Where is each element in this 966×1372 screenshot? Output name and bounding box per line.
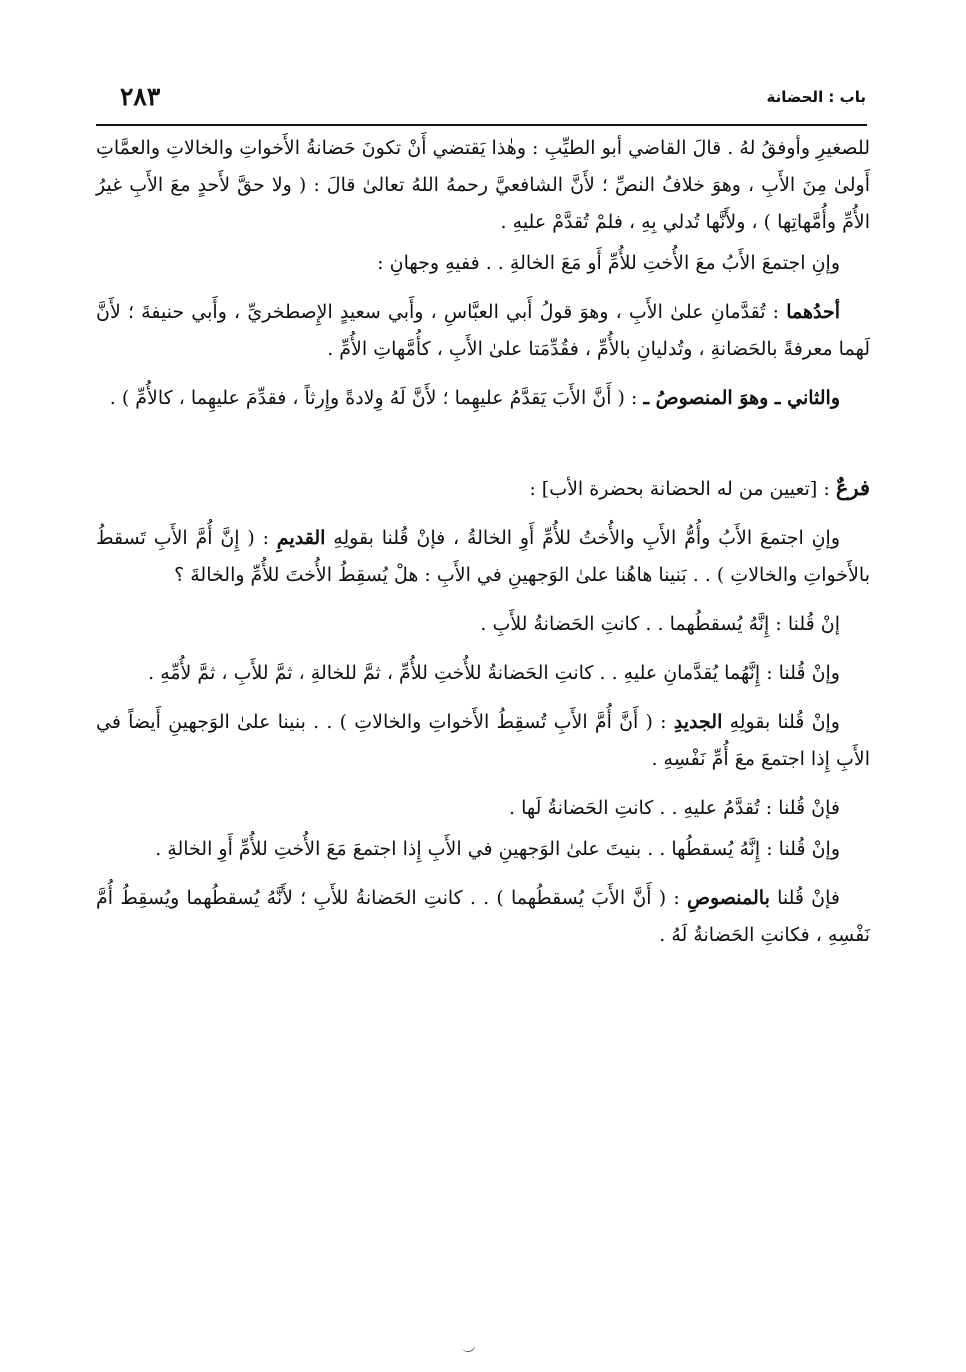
paragraph <box>96 704 870 778</box>
bold-lead: والثاني ـ وهوَ المنصوصُ ـ <box>643 387 840 409</box>
page-number: ٢٨٣ <box>120 82 161 111</box>
branch-heading <box>96 469 870 508</box>
paragraph: للصغيرِ وأوفقُ لهُ . قالَ القاضي أبو الطيِّبِ : وهٰذا يَقتضي أَنْ تكونَ حَضانةُ الأَخواتِ والخالاتِ والعمَّاتِ أَولىٰ مِنَ الأَبِ ، وهوَ خلافُ النصِّ ؛ لأَنَّ الشافعيَّ رحمهُ اللهُ تعالىٰ قالَ : ( ولا حقَّ لأَحدٍ معَ الأَبِ غيرُ الأُمِّ وأُمَّهاتِها ) ، ولأَنَّها تُدلي بِهِ ، فلمْ تُقدَّمْ عليهِ . <box>96 137 870 233</box>
paragraph <box>96 380 870 417</box>
main-text <box>96 130 870 966</box>
bold-term: بالمنصوصِ <box>687 887 770 909</box>
paragraph: فإنْ قُلنا : تُقدَّمُ عليهِ . . كانتِ الحَضانةُ لَها . <box>508 797 840 819</box>
paragraph-text: : ( أَنَّ أُمَّ الأَبِ تُسقِطُ الأَخواتِ والخالاتِ ) . . بنينا علىٰ الوَجهينِ أَيضاً في الأَبِ إِذا اجتمعَ معَ أُمِّ نَفْسِهِ . <box>96 711 870 770</box>
paragraph-text: : تُقدَّمانِ علىٰ الأَبِ ، وهوَ قولُ أَبي العبَّاسِ ، وأَبي سعيدٍ الإِصطخريِّ ، وأَبي حنيفةَ ؛ لأَنَّ لَهما معرفةً بالحَضانةِ ، وتُدليانِ بالأُمِّ ، فقُدِّمَتا علىٰ الأَبِ ، كأُمَّهاتِ الأُمِّ . <box>96 301 870 360</box>
paragraph: إنْ قُلنا : إِنَّهُ يُسقطُهما . . كانتِ الحَضانةُ للأَبِ . <box>480 613 840 635</box>
paragraph: وإنْ قُلنا : إِنَّهُ يُسقطُها . . بنيتَ علىٰ الوَجهينِ في الأَبِ إِذا اجتمعَ مَعَ الأُختِ للأُمِّ أَوِ الخالةِ . <box>155 838 840 860</box>
paragraph: وإنِ اجتمعَ الأَبُ معَ الأُختِ للأُمِّ أَو مَعَ الخالةِ . . ففيهِ وجهانِ : <box>377 252 840 274</box>
paragraph <box>96 520 870 594</box>
paragraph <box>96 880 870 954</box>
paragraph-text: وإنْ قُلنا بقولِهِ <box>722 711 840 733</box>
branch-title: : [تعيين من له الحضانة بحضرة الأب] : <box>529 478 836 500</box>
catchword-mark <box>461 1343 476 1353</box>
bold-term: الجديدِ <box>673 711 723 733</box>
branch-label: فرعٌ <box>835 475 870 500</box>
bold-term: القديمِ <box>276 527 326 549</box>
chapter-title: باب : الحضانة <box>766 88 866 106</box>
paragraph: وإنْ قُلنا : إِنَّهُما يُقدَّمانِ عليهِ . . كانتِ الحَضانةُ للأُختِ للأُمِّ ، ثمَّ للخالةِ ، ثمَّ للأَبِ ، ثمَّ لأُمِّهِ . <box>148 662 840 684</box>
paragraph <box>96 294 870 368</box>
running-header <box>90 82 866 126</box>
header-rule <box>96 124 867 126</box>
paragraph-text: وإنِ اجتمعَ الأَبُ وأُمُّ الأَبِ والأُختُ للأُمِّ أَوِ الخالةُ ، فإنْ قُلنا بقولِهِ <box>325 527 840 549</box>
bold-lead: أحدُهما <box>786 301 840 323</box>
paragraph-text: : ( أَنَّ الأَبَ يَقدَّمُ عليهِما ؛ لأَنَّ لَهُ وِلادةً وإِرثاً ، فقدِّمَ عليهِما ، كالأُمِّ ) . <box>109 387 644 409</box>
paragraph-text: : ( إِنَّ أُمَّ الأَبِ تَسقطُ بالأَخواتِ والخالاتِ ) . . بَنينا هاهُنا علىٰ الوَجهينِ في الأَبِ : هلْ يُسقِطُ الأُختَ للأُمِّ والخالةَ ؟ <box>96 527 870 586</box>
paragraph-text: فإنْ قُلنا <box>769 887 840 909</box>
paragraph-text: : ( أَنَّ الأَبَ يُسقطُهما ) . . كانتِ الحَضانةُ للأَبِ ؛ لأَنَّهُ يُسقطُهما ويُسقِطُ أُمَّ نَفْسِهِ ، فكانتِ الحَضانةُ لَهُ . <box>96 887 870 946</box>
